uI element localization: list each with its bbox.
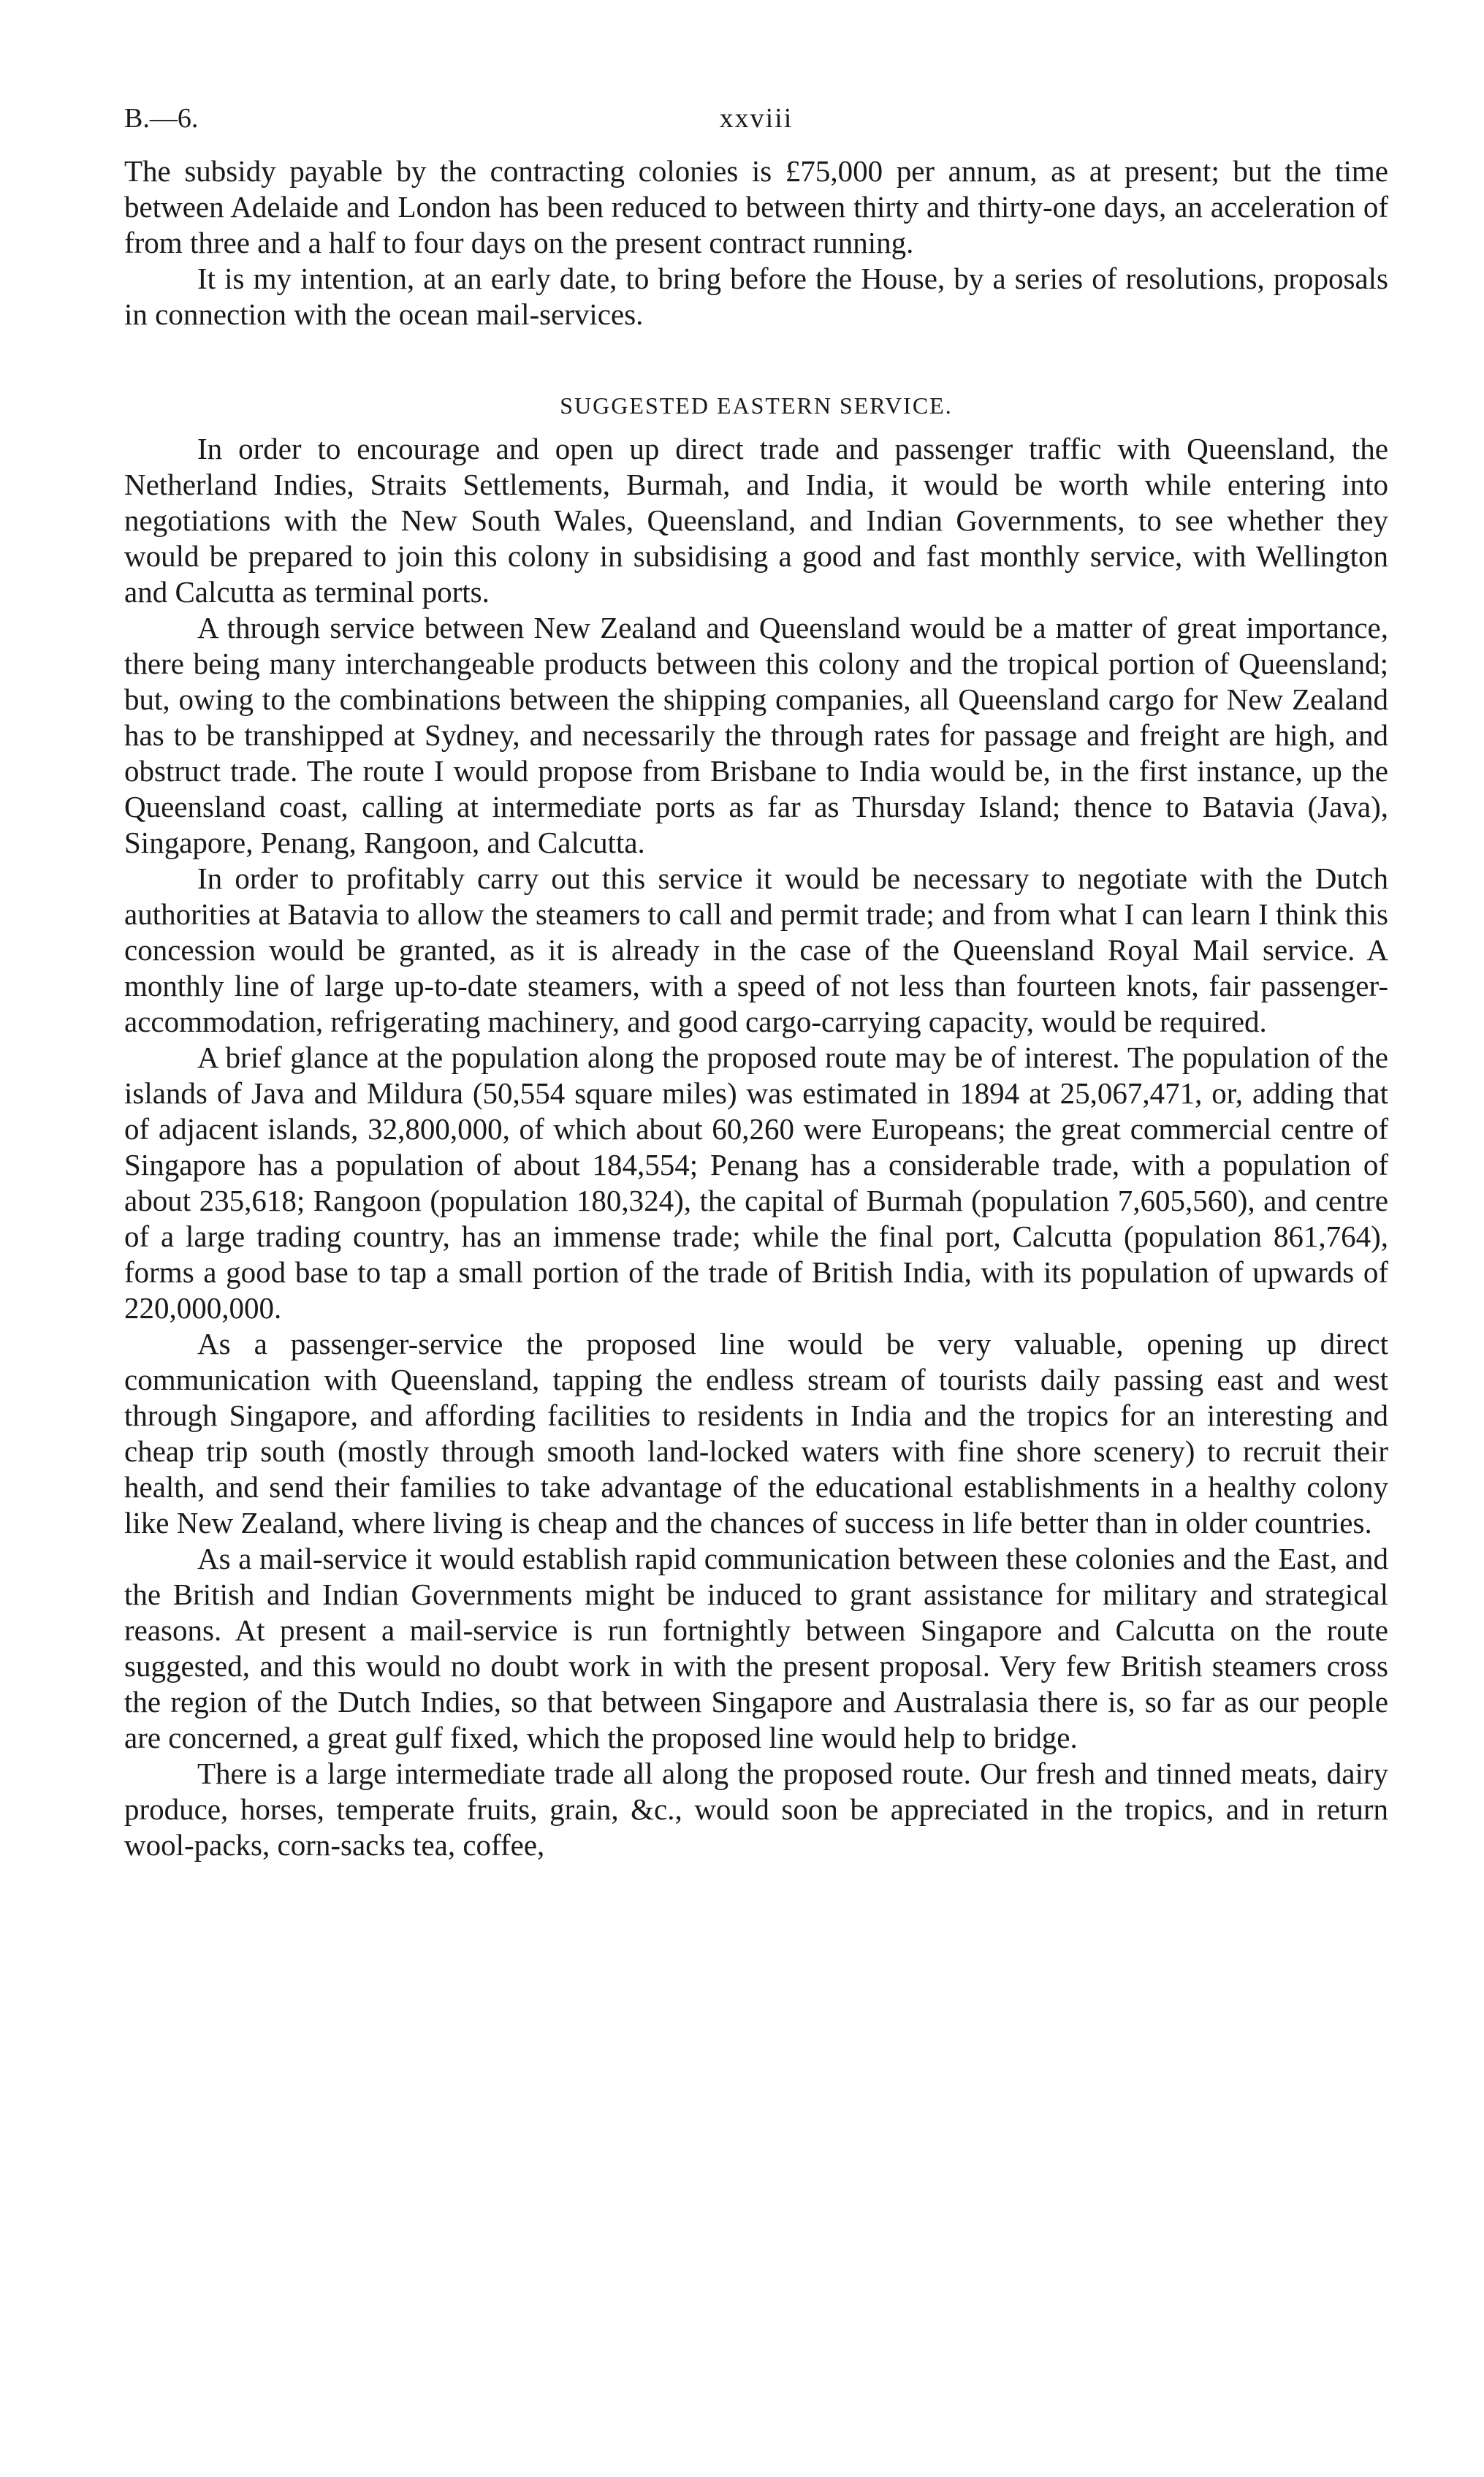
document-page: [124, 102, 1388, 1863]
paragraph-intermediate-trade: There is a large intermediate trade all along the proposed route. Our fresh and tinned meats, dairy produce, horses, temperate fruits, grain, &c., would soon be appreciated in the tropics, and in return wool-packs, corn-sacks tea, coffee,: [124, 1757, 1388, 1862]
paragraph-subsidy: The subsidy payable by the contracting colonies is £75,000 per annum, as at present; but the time between Adelaide and London has been reduced to between thirty and thirty-one days, an acceleration of from three and a half to four days on the present contract running.: [124, 154, 1388, 259]
paragraph-mail-service: As a mail-service it would establish rapid communication between these colonies and the East, and the British and Indian Governments might be induced to grant assistance for military and strategical reasons. At present a mail-service is run fortnightly between Singapore and Calcutta on the route suggested, and this would no doubt work in with the present proposal. Very few British steamers cross the region of the Dutch Indies, so that between Singapore and Australasia there is, so far as our people are concerned, a great gulf fixed, which the proposed line would help to bridge.: [124, 1542, 1388, 1754]
paragraph-direct-trade: In order to encourage and open up direct trade and passenger traffic with Queensland, the Netherland Indies, Straits Settlements, Burmah, and India, it would be worth while entering into negotiations with the New South Wales, Queensland, and Indian Governments, to see whether they would be prepared to join this colony in subsidising a good and fast monthly service, with Wellington and Calcutta as terminal ports.: [124, 432, 1388, 609]
paragraph-population: A brief glance at the population along the proposed route may be of interest. The population of the islands of Java and Mildura (50,554 square miles) was estimated in 1894 at 25,067,471, or, adding that of adjacent islands, 32,800,000, of which about 60,260 were Europeans; the great commercial centre of Singapore has a population of about 184,554; Penang has a considerable trade, with a population of about 235,618; Rangoon (population 180,324), the capital of Burmah (population 7,605,560), and centre of a large trading country, has an immense trade; while the final port, Calcutta (population 861,764), forms a good base to tap a small portion of the trade of British India, with its population of upwards of 220,000,000.: [124, 1040, 1388, 1325]
paragraph-dutch-negotiation: In order to profitably carry out this service it would be necessary to negotiate with the Dutch authorities at Batavia to allow the steamers to call and permit trade; and from what I can learn I think this concession would be granted, as it is already in the case of the Queensland Royal Mail service. A monthly line of large up-to-date steamers, with a speed of not less than fourteen knots, fair passenger-accommodation, refrigerating machinery, and good cargo-carrying capacity, would be required.: [124, 861, 1388, 1038]
paragraph-through-service: A through service between New Zealand and Queensland would be a matter of great importance, there being many interchangeable products between this colony and the tropical portion of Queensland; but, owing to the combinations between the shipping companies, all Queensland cargo for New Zealand has to be transhipped at Sydney, and necessarily the through rates for passage and freight are high, and obstruct trade. The route I would propose from Brisbane to India would be, in the first instance, up the Queensland coast, calling at intermediate ports as far as Thursday Island; thence to Batavia (Java), Singapore, Penang, Rangoon, and Calcutta.: [124, 611, 1388, 859]
page-header: [124, 102, 1388, 153]
paragraph-resolutions: It is my intention, at an early date, to bring before the House, by a series of resolutions, proposals in connection with the ocean mail-services.: [124, 262, 1388, 331]
document-reference: B.—6.: [124, 103, 199, 134]
page-number: xxviii: [719, 103, 794, 134]
paragraph-passenger-service: As a passenger-service the proposed line would be very valuable, opening up direct communication with Queensland, tapping the endless stream of tourists daily passing east and west through Singapore, and affording facilities to residents in India and the tropics for an interesting and cheap trip south (mostly through smooth land-locked waters with fine shore scenery) to recruit their health, and send their families to take advantage of the educational establishments in a healthy colony like New Zealand, where living is cheap and the chances of success in life better than in older countries.: [124, 1327, 1388, 1540]
section-heading: SUGGESTED EASTERN SERVICE.: [560, 392, 953, 419]
